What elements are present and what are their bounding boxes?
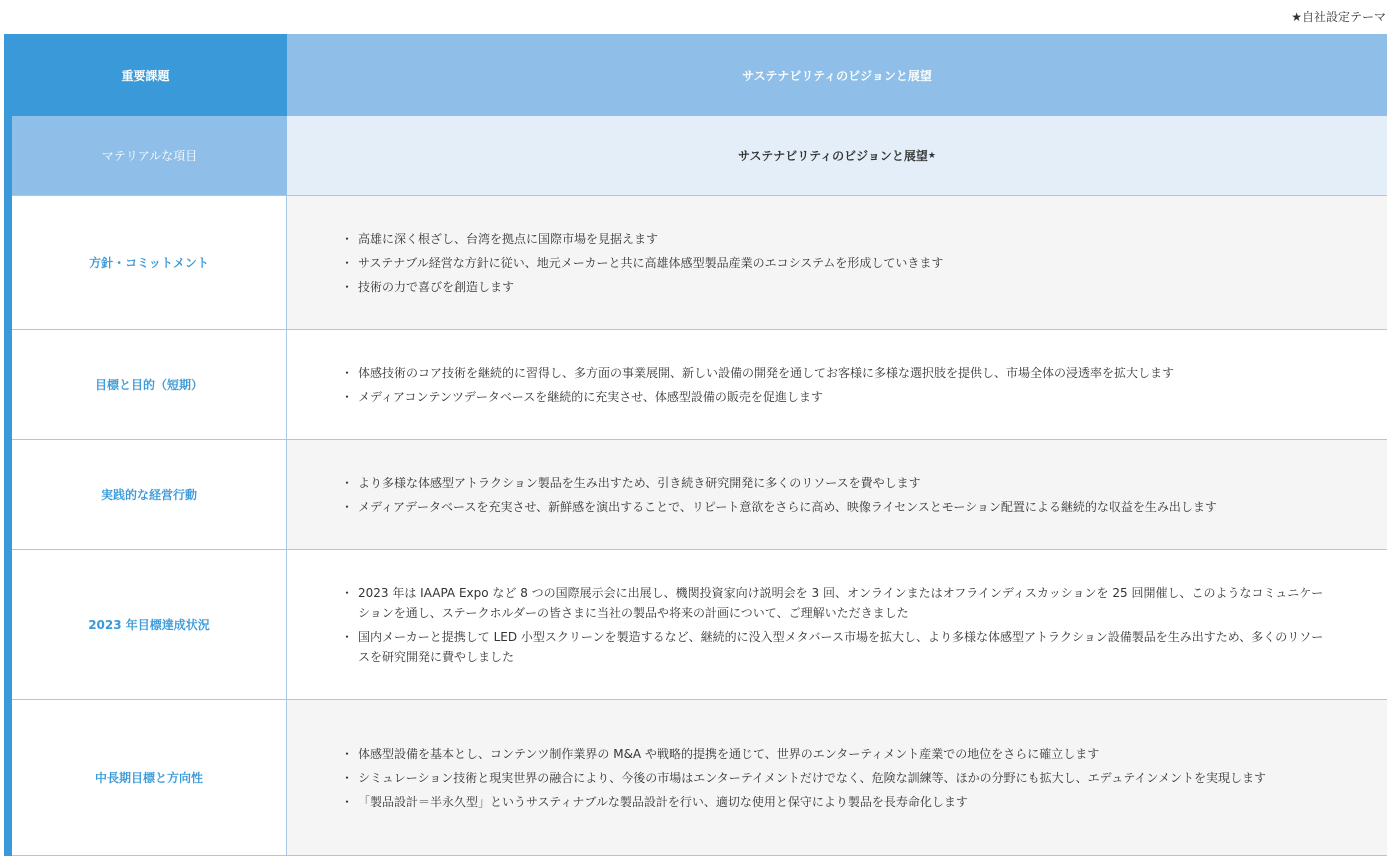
bullet-list (343, 740, 1266, 816)
list-item: ・ 2023 年は IAAPA Expo など 8 つの国際展示会に出展し、機関投資家向け説明会を 3 回、オンラインまたはオフラインディスカッションを 25 回開催し、このようなコミュニケーションを通し、ステークホルダーの皆さまに当社の製品や将来の計画について、ご理解いただきました (343, 583, 1331, 623)
row-content (287, 550, 1387, 699)
list-item: ・ メディアデータベースを充実させ、新鮮感を演出することで、リピート意欲をさらに高め、映像ライセンスとモーション配置による継続的な収益を生み出します (343, 497, 1217, 517)
row-content (287, 440, 1387, 549)
header-issue: 重要課題 (4, 34, 287, 116)
list-item: ・ 技術の力で喜びを創造します (343, 277, 943, 297)
row-content (287, 196, 1387, 329)
material-value: サステナビリティのビジョンと展望 (738, 149, 928, 163)
table-row-policy (12, 196, 1387, 330)
sustainability-table (4, 34, 1387, 856)
header-vision: サステナビリティのビジョンと展望 (742, 68, 932, 83)
theme-note: ★自社設定テーマ (1291, 10, 1386, 24)
material-label: マテリアルな項目 (12, 116, 287, 195)
row-content (287, 700, 1387, 855)
row-label: 目標と目的（短期） (12, 330, 287, 439)
list-item: ・ 国内メーカーと提携して LED 小型スクリーンを製造するなど、継続的に没入型メタバース市場を拡大し、より多様な体感型アトラクション設備製品を生み出すため、多くのリソースを研究開発に費やしました (343, 627, 1331, 667)
table-row-2023-status (12, 550, 1387, 700)
list-item: ・ 高雄に深く根ざし、台湾を拠点に国際市場を見据えます (343, 229, 943, 249)
list-item: ・ より多様な体感型アトラクション製品を生み出すため、引き続き研究開発に多くのリソースを費やします (343, 473, 1217, 493)
bullet-list (343, 359, 1174, 411)
list-item: ・ サステナブル経営な方針に従い、地元メーカーと共に高雄体感型製品産業のエコシステムを形成していきます (343, 253, 943, 273)
bullet-list (343, 469, 1217, 521)
row-content (287, 330, 1387, 439)
table-header-row (12, 34, 1387, 116)
list-item: ・ 「製品設計＝半永久型」というサスティナブルな製品設計を行い、適切な使用と保守により製品を長寿命化します (343, 792, 1266, 812)
row-label: 方針・コミットメント (12, 196, 287, 329)
table-row-short-term (12, 330, 1387, 440)
row-label: 2023 年目標達成状況 (12, 550, 287, 699)
bullet-list (343, 225, 943, 301)
list-item: ・ メディアコンテンツデータベースを継続的に充実させ、体感型設備の販売を促進します (343, 387, 1174, 407)
table-row-actions (12, 440, 1387, 550)
star-mark: ★ (927, 150, 936, 161)
table-row-mid-long-term (12, 700, 1387, 856)
row-label: 実践的な経営行動 (12, 440, 287, 549)
list-item: ・ シミュレーション技術と現実世界の融合により、今後の市場はエンターテイメントだけでなく、危険な訓練等、ほかの分野にも拡大し、エデュテインメントを実現します (343, 768, 1266, 788)
bullet-list (343, 579, 1331, 671)
list-item: ・ 体感型設備を基本とし、コンテンツ制作業界の M&A や戦略的提携を通じて、世界のエンターティメント産業での地位をさらに確立します (343, 744, 1266, 764)
list-item: ・ 体感技術のコア技術を継続的に習得し、多方面の事業展開、新しい設備の開発を通してお客様に多様な選択肢を提供し、市場全体の浸透率を拡大します (343, 363, 1174, 383)
row-label: 中長期目標と方向性 (12, 700, 287, 855)
material-value-cell (287, 116, 1387, 195)
material-row (12, 116, 1387, 196)
